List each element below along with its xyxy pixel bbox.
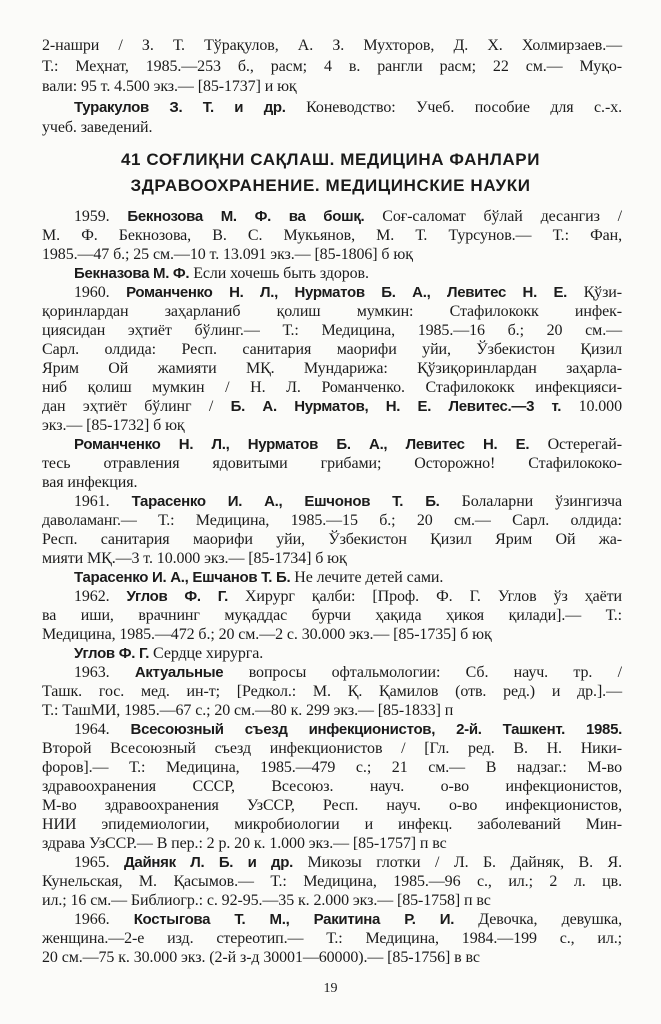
entry-text: 20 см.—75 к. 30.000 экз. (2-й з-д 30001—60000).— [85-1756] в вс (42, 949, 480, 966)
text-line (42, 118, 622, 138)
entry-author-title: Б. А. Нурматов, Н. Е. Левитес.—3 т. (230, 398, 562, 415)
text-line (42, 302, 622, 322)
entry-author-title: Романченко Н. Л., Нурматов Б. А., Левитес Н. Е. (74, 436, 530, 453)
entry-author-title: Углов Ф. Г. (126, 588, 228, 605)
entry-text: ниб қолиш мумкин / Н. Л. Романченко. Стафилококк инфекцияси- (42, 379, 622, 396)
entry-text: Қўзи- (567, 284, 622, 301)
text-line (74, 98, 622, 118)
entry-text: циясидан эҳтиёт бўлинг.— Т.: Медицина, 1985.—16 б.; 20 см.— (42, 322, 622, 339)
text-line (42, 378, 622, 398)
entry-text: ва иши, врачнинг муқаддас бурчи ҳақида ҳикоя қилади].— Т.: (42, 607, 622, 624)
text-line (42, 549, 622, 569)
text-line (42, 796, 622, 816)
entry-author-title: Бекнозова М. Ф. ва бошқ. (127, 208, 365, 225)
text-line (42, 321, 622, 341)
text-line (42, 359, 622, 379)
entry-text: 1966. (74, 911, 134, 928)
entry-author-title: Костыгова Т. М., Ракитина Р. И. (133, 911, 455, 928)
text-line (74, 663, 622, 683)
entry-text: Сердце хирурга. (149, 645, 264, 662)
text-line (42, 625, 622, 645)
entry-text: ил.; 16 см.— Библиогр.: с. 92-95.—35 к. 2.000 экз.— [85-1758] п вс (42, 892, 491, 909)
entry-text: 1962. (74, 588, 127, 605)
text-line (42, 872, 622, 892)
entry-text: 1959. (74, 208, 128, 225)
entry-author-title: Тарасенко И. А., Ешчанов Т. Б. (74, 569, 291, 586)
entry-author-title: Всесоюзный съезд инфекционистов, 2-й. Ташкент. 1985. (130, 721, 622, 738)
entry-text: Остерегай- (529, 436, 622, 453)
entry-text: қоринлардан заҳарланиб қолиш мумкин: Стафилококк инфек- (42, 303, 622, 320)
text-line (74, 264, 622, 284)
entry-text: вая инфекция. (42, 474, 138, 491)
text-line (42, 701, 622, 721)
text-line (74, 720, 622, 740)
entry-text: 1961. (74, 493, 132, 510)
text-line (42, 777, 622, 797)
text-line (74, 283, 622, 303)
section-heading-russian: ЗДРАВООХРАНЕНИЕ. МЕДИЦИНСКИЕ НАУКИ (130, 176, 531, 195)
entry-text: Т.: Меҳнат, 1985.—253 б., расм; 4 в. рангли расм; 22 см.— Муқо- (42, 57, 622, 75)
text-line (74, 492, 622, 512)
entry-text: Медицина, 1985.—472 б.; 20 см.—2 с. 30.000 экз.— [85-1735] б юқ (42, 626, 492, 643)
text-line (42, 57, 622, 77)
entry-text: Микозы глотки / Л. Б. Дайняк, В. Я. (292, 854, 622, 871)
text-line (42, 416, 622, 436)
text-line (74, 587, 622, 607)
text-line (42, 739, 622, 759)
entry-text: Кунельская, М. Қасымов.— Т.: Медицина, 1985.—96 с., ил.; 2 л. цв. (42, 873, 622, 890)
text-line (42, 473, 622, 493)
entry-author-title: Туракулов З. Т. и др. (74, 98, 286, 116)
entry-text: вали: 95 т. 4.500 экз.— [85-1737] и юқ (42, 78, 297, 95)
entry-text: 1960. (74, 284, 127, 301)
text-line (42, 891, 622, 911)
entry-text: женщина.—2-е изд. стереотип.— Т.: Медицина, 1984.—199 с., ил.; (42, 930, 622, 947)
entry-text: Сарл. олдида: Респ. санитария маорифи уйи, Ўзбекистон Қизил (42, 341, 622, 358)
text-line (42, 340, 622, 360)
entry-text: учеб. заведений. (42, 119, 153, 136)
entry-text: Т.: ТашМИ, 1985.—67 с.; 20 см.—80 к. 299 экз.— [85-1833] п (42, 702, 454, 719)
text-line (74, 853, 622, 873)
entry-text: здрава УзССР.— В пер.: 2 р. 20 к. 1.000 экз.— [85-1757] п вс (42, 835, 447, 852)
entry-text: Не лечите детей сами. (290, 569, 444, 586)
entry-text: форов].— Т.: Медицина, 1985.—479 с.; 21 см.— В надзаг.: М-во (42, 759, 622, 776)
entry-text: Хирург қалби: [Проф. Ф. Г. Углов ўз ҳаёти (227, 588, 622, 605)
entry-text: Ташк. гос. мед. ин-т; [Редкол.: М. Қ. Қамилов (отв. ред.) и др.].— (42, 683, 622, 700)
entry-text: 10.000 (561, 398, 622, 415)
entry-text: Респ. санитария маорифи уйи, Ўзбекистон Қизил Ярим Ой жа- (42, 531, 622, 548)
text-line (74, 435, 622, 455)
entry-text: дан эҳтиёт бўлинг / (42, 398, 231, 415)
entry-text: тесь отравления ядовитыми грибами; Осторожно! Стафилококо- (42, 455, 622, 472)
page-number: 19 (323, 981, 338, 996)
entry-text: экз.— [85-1732] б юқ (42, 417, 185, 434)
text-line (42, 36, 622, 56)
entry-author-title: Тарасенко И. А., Ешчонов Т. Б. (131, 493, 440, 510)
text-line (42, 397, 622, 417)
entry-text: 1965. (74, 854, 125, 871)
entry-author-title: Романченко Н. Л., Нурматов Б. А., Левитес Н. Е. (126, 284, 568, 301)
entry-author-title: Актуальные (134, 664, 224, 681)
entry-text: Болаларни ўзингизча (439, 493, 623, 510)
entry-text: 1985.—47 б.; 25 см.—10 т. 13.091 экз.— [85-1806] б юқ (42, 246, 413, 263)
entry-text: М. Ф. Бекнозова, В. С. Мукьянов, М. Т. Турсунов.— Т.: Фан, (42, 227, 622, 244)
text-line (42, 530, 622, 550)
entry-text: Коневодство: Учеб. пособие для с.-х. (285, 98, 622, 116)
text-line (42, 511, 622, 531)
entry-text: Соғ-саломат бўлай десангиз / (364, 208, 623, 225)
text-line (42, 454, 622, 474)
text-line (42, 245, 622, 265)
text-line (42, 226, 622, 246)
entry-author-title: Бекназова М. Ф. (74, 265, 190, 282)
text-line (42, 606, 622, 626)
entry-text: 1964. (74, 721, 131, 738)
text-line (74, 207, 622, 227)
entry-text: 1963. (74, 664, 135, 681)
entry-text: мияти МҚ.—3 т. 10.000 экз.— [85-1734] б юқ (42, 550, 347, 567)
entry-author-title: Углов Ф. Г. (74, 645, 150, 662)
text-line (42, 77, 622, 97)
text-line (42, 815, 622, 835)
entry-text: даволаманг.— Т.: Медицина, 1985.—15 б.; 20 см.— Сарл. олдида: (42, 512, 622, 529)
entry-text: М-во здравоохранения УзССР, Респ. науч. о-во инфекционистов, (42, 797, 622, 814)
text-line (74, 910, 622, 930)
text-line (42, 758, 622, 778)
entry-author-title: Дайняк Л. Б. и др. (124, 854, 293, 871)
text-line (74, 644, 622, 664)
entry-text: здравоохранения СССР, Всесоюз. науч. о-во инфекционистов, (42, 778, 622, 795)
section-heading-uzbek: 41 СОҒЛИҚНИ САҚЛАШ. МЕДИЦИНА ФАНЛАРИ (120, 150, 541, 169)
entry-text: Ярим Ой жамияти МҚ. Мундарижа: Қўзиқоринлардан заҳарла- (42, 360, 622, 377)
entry-text: Если хочешь быть здоров. (189, 265, 369, 282)
entry-text: НИИ эпидемиологии, микробиологии и инфекц. заболеваний Мин- (42, 816, 622, 833)
entry-text: Девочка, девушка, (454, 911, 623, 928)
entry-text: 2-нашри / З. Т. Тўрақулов, А. З. Мухторов, Д. Х. Холмирзаев.— (42, 37, 622, 54)
text-line (42, 834, 622, 854)
entry-text: Второй Всесоюзный съезд инфекционистов / [Гл. ред. В. Н. Ники- (42, 740, 622, 757)
text-line (42, 948, 622, 968)
entry-text: вопросы офтальмологии: Сб. науч. тр. / (223, 664, 622, 681)
text-line (74, 568, 622, 588)
text-line (42, 682, 622, 702)
text-line (42, 929, 622, 949)
